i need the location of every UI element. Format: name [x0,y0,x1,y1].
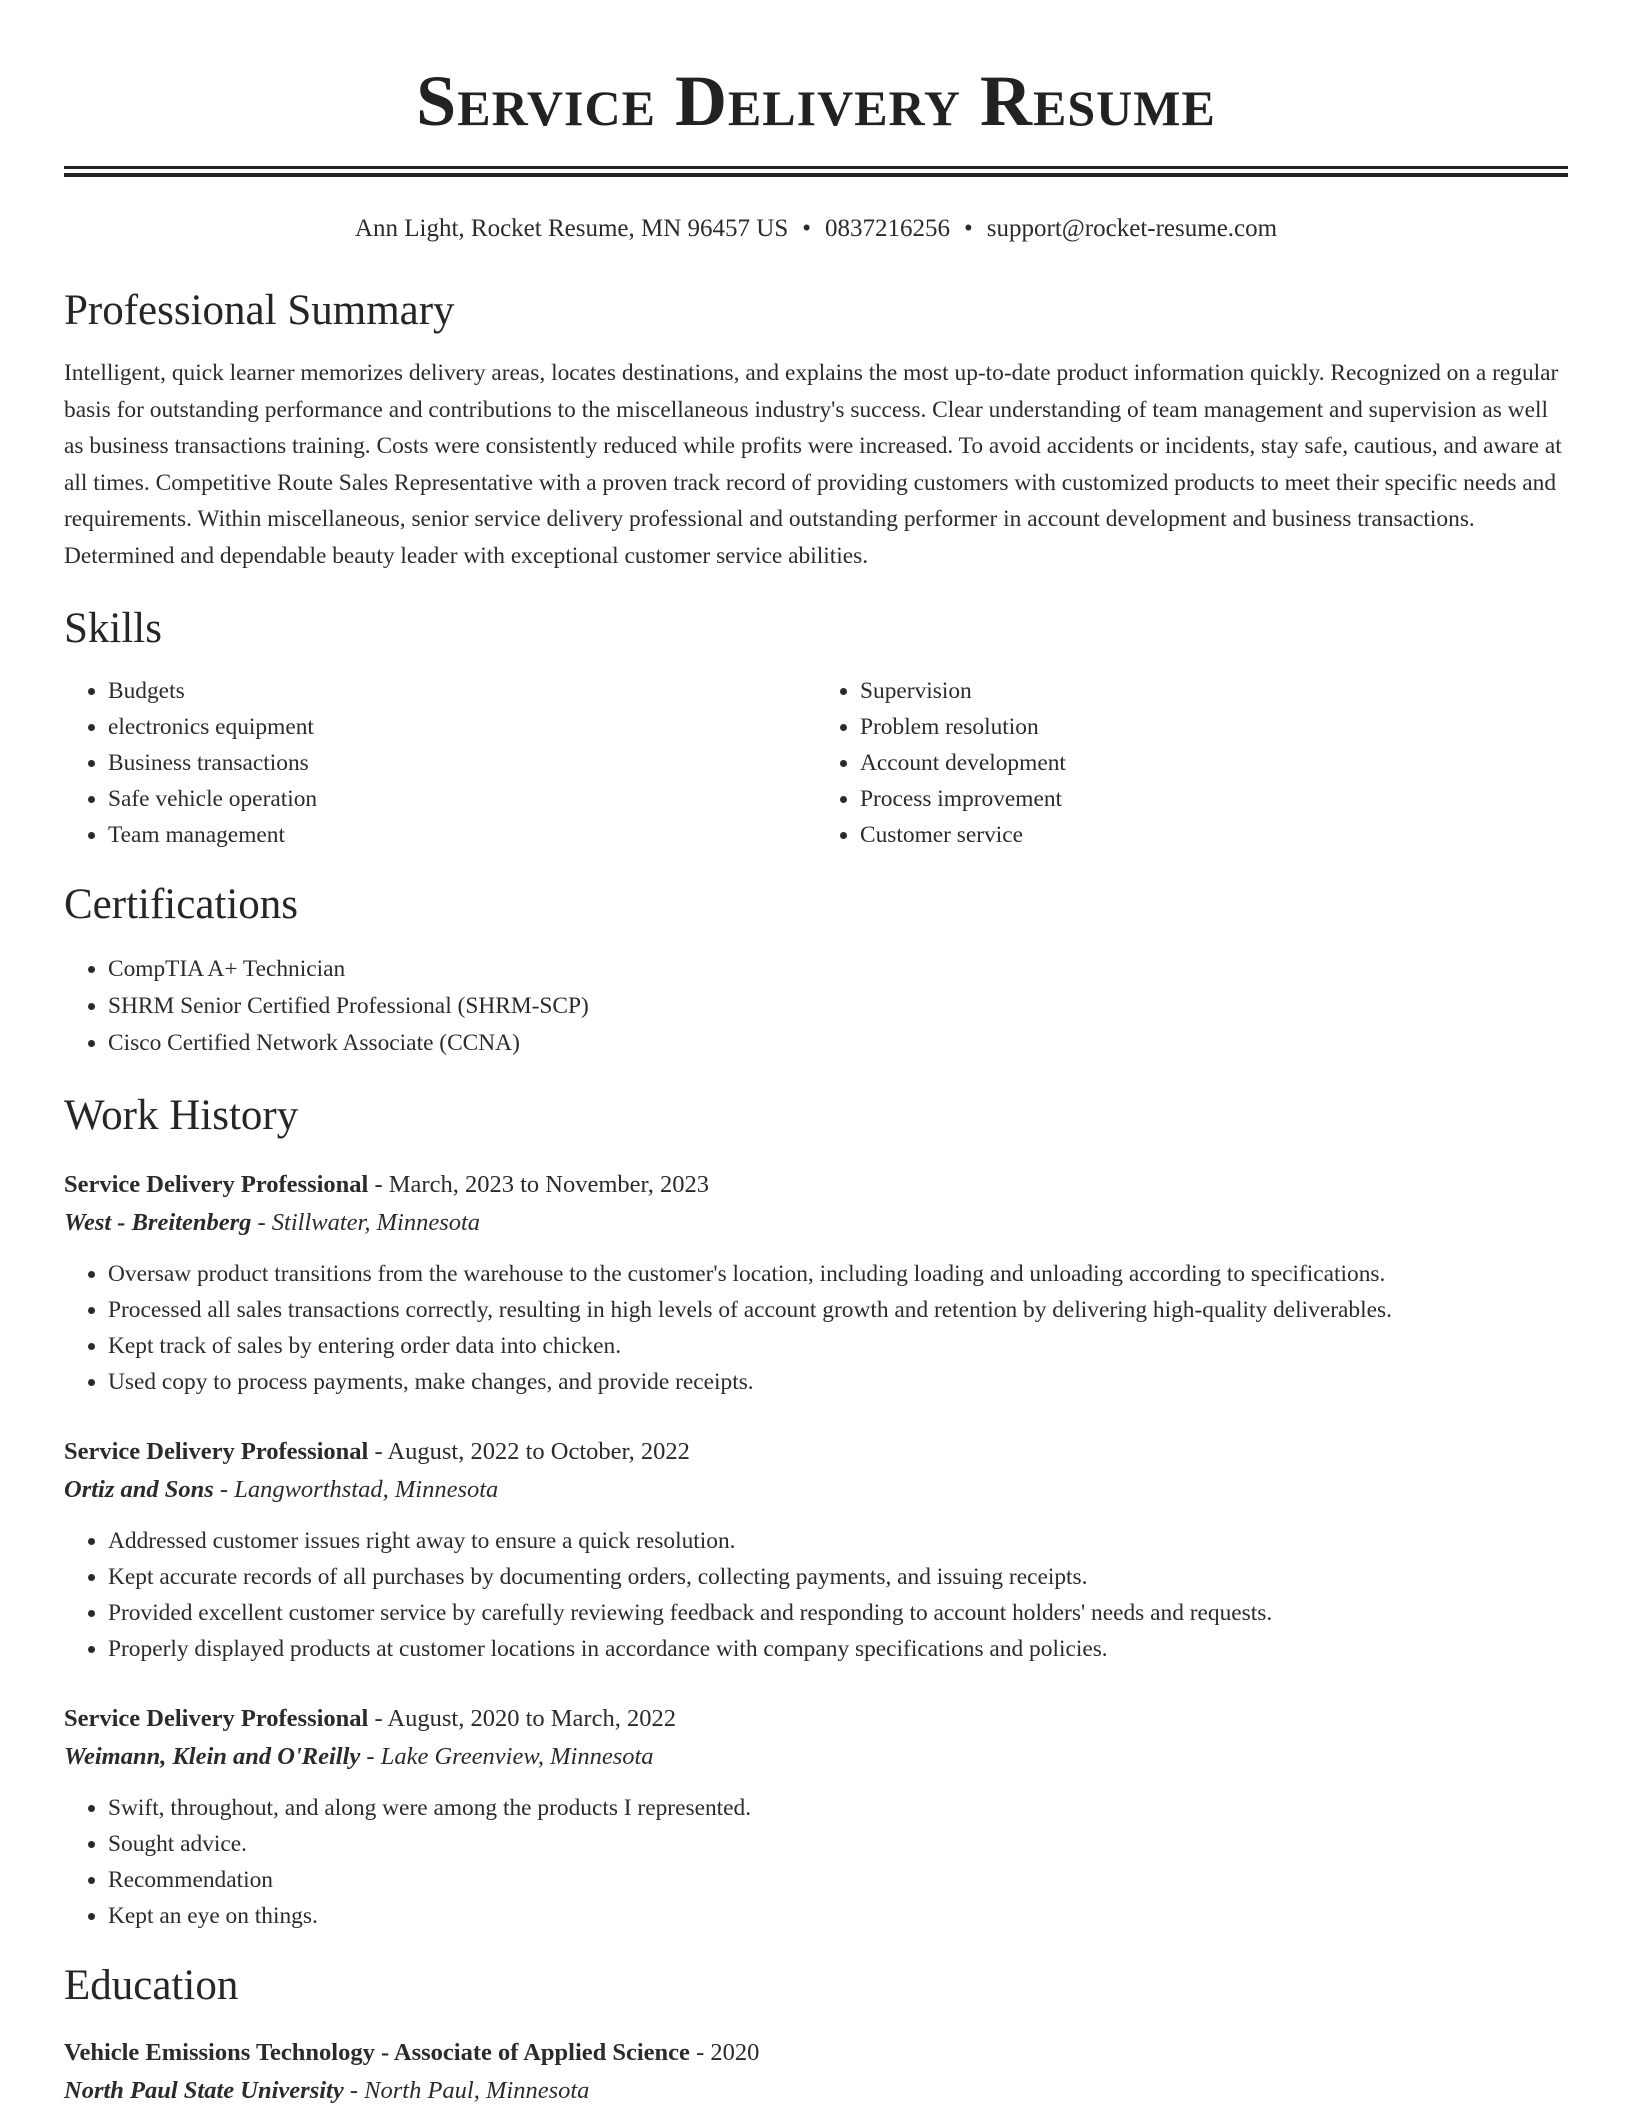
job-title-line [64,1433,1568,1471]
job-duty: • Provided excellent customer service by carefully reviewing feedback and responding to account holders' needs and requests. [108,1595,1568,1631]
job-location: - Langworthstad, Minnesota [213,1475,499,1503]
resume-title: Service Delivery Resume [416,61,1216,141]
skill-item: • Team management [108,817,816,853]
job-duty: • Swift, throughout, and along were among the products I represented. [108,1790,1568,1826]
job-duty: • Kept an eye on things. [108,1898,1568,1934]
certifications-heading: Certifications [64,880,299,928]
job-location: - Lake Greenview, Minnesota [360,1742,654,1770]
job-title: Service Delivery Professional [64,1170,369,1198]
contact-separator: • [802,215,812,242]
skill-item: • Customer service [860,817,1568,853]
skill-item: • Business transactions [108,745,816,781]
job-entry [64,1700,1568,1934]
job-dates: - August, 2020 to March, 2022 [368,1704,676,1732]
education-school: North Paul State University [64,2076,344,2104]
job-title: Service Delivery Professional [64,1704,369,1732]
job-duty: • Kept track of sales by entering order data into chicken. [108,1328,1568,1364]
work-history-heading: Work History [64,1091,299,1139]
contact-phone: 0837216256 [825,215,951,242]
job-duties-list [64,1256,1568,1400]
education-entry [64,2034,1568,2110]
job-duties-list [64,1523,1568,1667]
job-duty: • Kept accurate records of all purchases by documenting orders, collecting payments, and issuing receipts. [108,1559,1568,1595]
skills-column-right [816,673,1568,853]
education-heading: Education [64,1961,239,2009]
contact-line [64,213,1568,245]
certification-item: • CompTIA A+ Technician [108,951,1568,988]
job-duty: • Processed all sales transactions correctly, resulting in high levels of account growth and retention by delivering high-quality deliverables. [108,1292,1568,1328]
job-title-line [64,1166,1568,1204]
skill-item: • Process improvement [860,781,1568,817]
skills-list [64,673,1568,853]
job-company: Weimann, Klein and O'Reilly [64,1742,361,1770]
job-dates: - August, 2022 to October, 2022 [368,1437,690,1465]
job-company-line [64,1204,1568,1242]
education-school-line [64,2072,1568,2110]
contact-email: support@rocket-resume.com [986,215,1278,242]
certification-item: • Cisco Certified Network Associate (CCNA) [108,1025,1568,1062]
summary-heading: Professional Summary [64,287,455,334]
job-title: Service Delivery Professional [64,1437,369,1465]
job-dates: - March, 2023 to November, 2023 [368,1170,709,1198]
job-duties-list [64,1790,1568,1934]
skill-item: • Account development [860,745,1568,781]
job-duty: • Sought advice. [108,1826,1568,1862]
certifications-list [64,951,1568,1062]
job-company: West - Breitenberg [64,1208,252,1236]
education-location: - North Paul, Minnesota [343,2076,590,2104]
skill-item: • Budgets [108,673,816,709]
education-year: - 2020 [689,2038,760,2066]
title-divider-top [64,166,1568,169]
skills-column-left [64,673,816,853]
job-company-line [64,1738,1568,1776]
job-location: - Stillwater, Minnesota [251,1208,481,1236]
job-entry [64,1433,1568,1667]
job-duty: • Used copy to process payments, make changes, and provide receipts. [108,1364,1568,1400]
job-company: Ortiz and Sons [64,1475,214,1503]
contact-separator: • [964,215,973,242]
certification-item: • SHRM Senior Certified Professional (SHRM-SCP) [108,988,1568,1025]
skill-item: • Supervision [860,673,1568,709]
job-title-line [64,1700,1568,1738]
job-company-line [64,1471,1568,1509]
skill-item: • Problem resolution [860,709,1568,745]
job-duty: • Recommendation [108,1862,1568,1898]
job-entry [64,1166,1568,1400]
skills-heading: Skills [64,604,162,652]
job-duty: • Addressed customer issues right away to ensure a quick resolution. [108,1523,1568,1559]
job-duty: • Oversaw product transitions from the warehouse to the customer's location, including loading and unloading according to specifications. [108,1256,1568,1292]
education-degree: Vehicle Emissions Technology - Associate of Applied Science [64,2038,690,2066]
skill-item: • Safe vehicle operation [108,781,816,817]
education-degree-line [64,2034,1568,2072]
summary-text: Intelligent, quick learner memorizes delivery areas, locates destinations, and explains the most up-to-date product information quickly. Recognized on a regular basis for outstanding performance and contributions to the miscellaneous industry's success. Clear understanding of team management and supervision as well as business transactions training. Costs were consistently reduced while profits were increased. To avoid accidents or incidents, stay safe, cautious, and aware at all times. Competitive Route Sales Representative with a proven track record of providing customers with customized products to meet their specific needs and requirements. Within miscellaneous, senior service delivery professional and outstanding performer in account development and business transactions. Determined and dependable beauty leader with exceptional customer service abilities. [64,360,1562,569]
job-duty: • Properly displayed products at customer locations in accordance with company specifications and policies. [108,1631,1568,1667]
contact-address: Ann Light, Rocket Resume, MN 96457 US [354,215,789,242]
skill-item: • electronics equipment [108,709,816,745]
title-divider-bottom [64,173,1568,177]
